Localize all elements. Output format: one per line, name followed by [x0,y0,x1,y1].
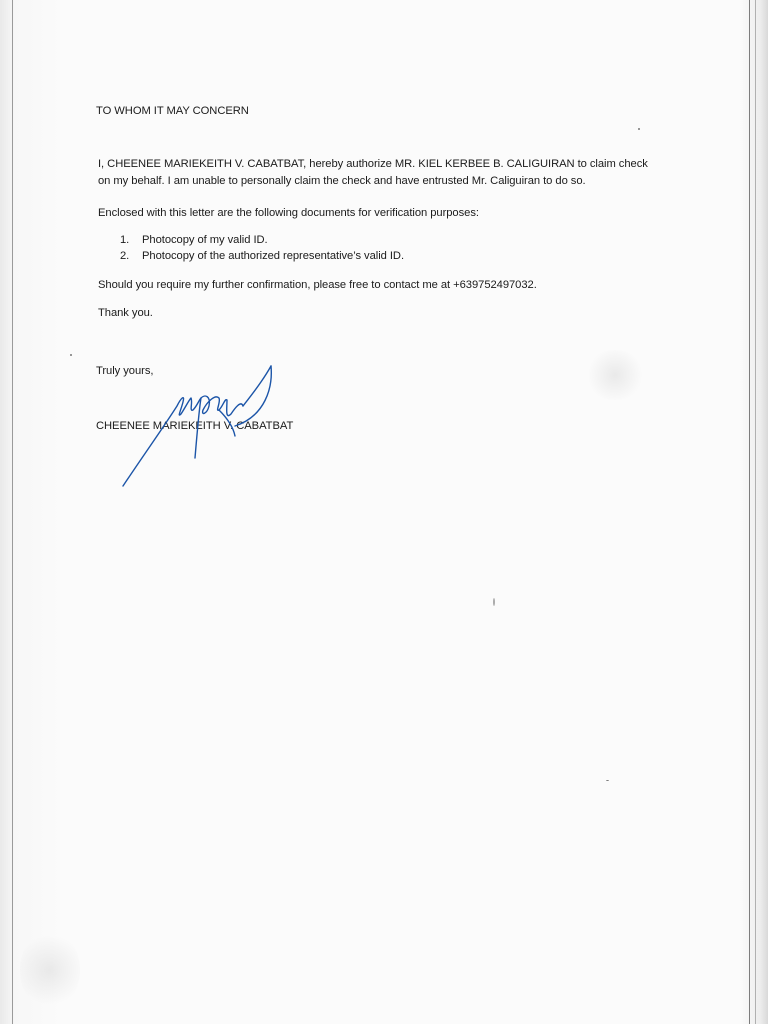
closing-salutation: Truly yours, [96,365,154,377]
scan-speck [638,128,640,130]
page-left-border [12,0,13,1024]
list-item-text: Photocopy of my valid ID. [142,234,268,246]
letter-heading: TO WHOM IT MAY CONCERN [96,105,249,117]
contact-paragraph: Should you require my further confirmation, please free to contact me at +639752497032. [98,279,537,291]
scan-speck [70,354,72,356]
page-right-border [749,0,750,1024]
scan-speck [606,780,609,781]
document-list-item [120,233,268,247]
thank-you-line: Thank you. [98,307,153,319]
signatory-name: CHEENEE MARIEKEITH V. CABATBAT [96,420,294,432]
authorization-paragraph-line-1: I, CHEENEE MARIEKEITH V. CABATBAT, hereby authorize MR. KIEL KERBEE B. CALIGUIRAN to claim check [98,158,648,170]
list-item-number: 1. [120,234,130,246]
scan-smudge [20,930,80,1010]
authorization-paragraph-line-2: on my behalf. I am unable to personally claim the check and have entrusted Mr. Caliguiran to do so. [98,175,586,187]
list-item-text: Photocopy of the authorized representative’s valid ID. [142,250,405,262]
handwritten-signature [115,358,285,488]
scan-smudge [585,350,645,400]
document-list-item [120,249,404,263]
list-item-number: 2. [120,250,130,262]
enclosure-paragraph: Enclosed with this letter are the following documents for verification purposes: [98,207,479,219]
scan-speck [493,598,495,606]
page-right-border-outer [755,0,756,1024]
